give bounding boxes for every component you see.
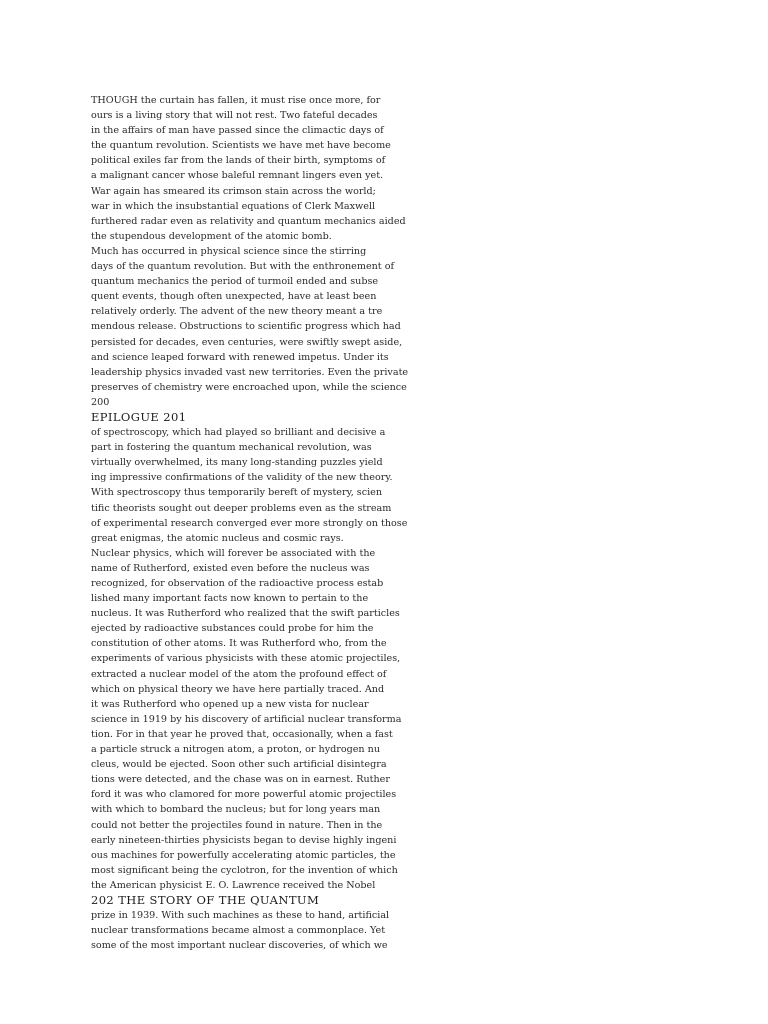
text-line: persisted for decades, even centuries, were swiftly swept aside,: [91, 336, 403, 348]
text-line: furthered radar even as relativity and quantum mechanics aided: [91, 215, 406, 227]
text-line: ejected by radioactive substances could probe for him the: [91, 623, 374, 635]
text-line: tions were detected, and the chase was on in earnest. Ruther: [91, 774, 390, 786]
text-line: days of the quantum revolution. But with the enthronement of: [91, 261, 395, 273]
text-line: with which to bombard the nucleus; but for long years man: [91, 804, 381, 816]
text-line: tion. For in that year he proved that, occasionally, when a fast: [91, 728, 393, 740]
text-line: the stupendous development of the atomic bomb.: [91, 230, 332, 242]
text-line: prize in 1939. With such machines as these to hand, artificial: [91, 910, 390, 922]
text-line: War again has smeared its crimson stain across the world;: [91, 185, 376, 197]
text-line: great enigmas, the atomic nucleus and cosmic rays.: [91, 532, 344, 544]
text-line: most significant being the cyclotron, for the invention of which: [91, 864, 398, 876]
text-line: science in 1919 by his discovery of artificial nuclear transforma: [91, 713, 402, 725]
page-number: 200: [91, 396, 110, 408]
text-line: leadership physics invaded vast new territories. Even the private: [91, 366, 409, 378]
text-line: early nineteen-thirties physicists began to devise highly ingeni: [91, 834, 397, 846]
text-line: ours is a living story that will not rest. Two fateful decades: [91, 110, 378, 122]
running-header: 202 THE STORY OF THE QUANTUM: [91, 892, 320, 907]
text-line: recognized, for observation of the radioactive process estab: [91, 578, 384, 589]
text-line: lished many important facts now known to pertain to the: [91, 593, 369, 605]
text-line: part in fostering the quantum mechanical revolution, was: [91, 442, 372, 454]
text-line: constitution of other atoms. It was Rutherford who, from the: [91, 638, 387, 650]
text-line: nucleus. It was Rutherford who realized that the swift particles: [91, 608, 400, 620]
text-line: the American physicist E. O. Lawrence received the Nobel: [91, 879, 376, 891]
text-line: cleus, would be ejected. Soon other such artificial disintegra: [91, 759, 387, 771]
text-line: relatively orderly. The advent of the new theory meant a tre: [91, 306, 383, 318]
text-line: preserves of chemistry were encroached upon, while the science: [91, 381, 407, 393]
text-line: war in which the insubstantial equations of Clerk Maxwell: [91, 200, 376, 212]
text-line: ous machines for powerfully accelerating atomic particles, the: [91, 849, 396, 861]
text-line: quent events, though often unexpected, have at least been: [91, 291, 377, 303]
text-line: some of the most important nuclear discoveries, of which we: [91, 940, 388, 952]
text-line: could not better the projectiles found in nature. Then in the: [91, 819, 383, 831]
text-line: a malignant cancer whose baleful remnant lingers even yet.: [91, 170, 384, 182]
text-line: quantum mechanics the period of turmoil ended and subse: [91, 276, 379, 288]
text-line: extracted a nuclear model of the atom the profound effect of: [91, 668, 387, 680]
text-line: a particle struck a nitrogen atom, a proton, or hydrogen nu: [91, 744, 381, 756]
text-line: THOUGH the curtain has fallen, it must rise once more, for: [91, 95, 381, 106]
text-line: political exiles far from the lands of their birth, symptoms of: [91, 155, 386, 167]
body-text: [91, 93, 491, 953]
text-line: With spectroscopy thus temporarily bereft of mystery, scien: [91, 487, 383, 499]
text-line: the quantum revolution. Scientists we have met have become: [91, 140, 391, 152]
text-line: virtually overwhelmed, its many long-standing puzzles yield: [91, 457, 383, 469]
text-line: and science leaped forward with renewed impetus. Under its: [91, 351, 389, 363]
text-line: nuclear transformations became almost a commonplace. Yet: [91, 925, 386, 937]
text-line: ford it was who clamored for more powerful atomic projectiles: [91, 789, 397, 801]
text-line: ing impressive confirmations of the validity of the new theory.: [91, 472, 393, 484]
text-line: of spectroscopy, which had played so brilliant and decisive a: [91, 427, 386, 439]
text-line: mendous release. Obstructions to scientific progress which had: [91, 321, 401, 333]
text-line: of experimental research converged ever more strongly on those: [91, 517, 408, 529]
text-line: tific theorists sought out deeper problems even as the stream: [91, 502, 392, 514]
text-line: it was Rutherford who opened up a new vista for nuclear: [91, 698, 369, 710]
text-line: in the affairs of man have passed since the climactic days of: [91, 125, 384, 137]
text-line: name of Rutherford, existed even before the nucleus was: [91, 562, 370, 574]
text-line: which on physical theory we have here partially traced. And: [91, 683, 385, 695]
running-header: EPILOGUE 201: [91, 409, 187, 424]
text-line: Much has occurred in physical science since the stirring: [91, 245, 367, 257]
text-line: experiments of various physicists with these atomic projectiles,: [91, 653, 401, 665]
text-line: Nuclear physics, which will forever be associated with the: [91, 547, 376, 559]
